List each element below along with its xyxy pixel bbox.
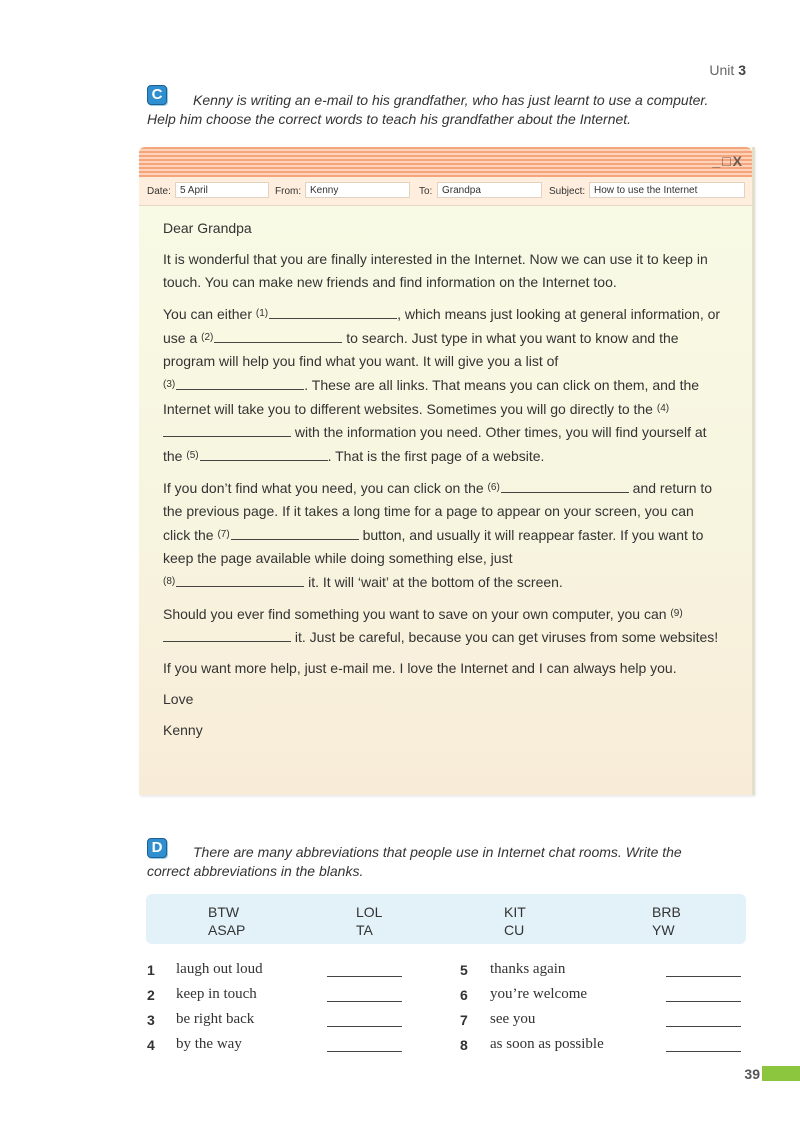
item-number: 6 [460, 987, 468, 1003]
abbreviation: KIT [504, 904, 526, 920]
blank-4[interactable] [163, 422, 291, 437]
to-label: To: [419, 186, 433, 197]
abbreviation: TA [356, 922, 373, 938]
section-c-instruction-2: Help him choose the correct words to teach his grandfather about the Internet. [147, 111, 632, 127]
section-d-icon: D [147, 838, 167, 858]
email-header-fields [139, 177, 752, 206]
item-text: keep in touch [176, 986, 257, 1002]
answer-blank[interactable] [327, 1000, 402, 1002]
page-number: 39 [744, 1066, 760, 1082]
item-text: by the way [176, 1036, 242, 1052]
to-field[interactable]: Grandpa [437, 182, 542, 198]
section-d-instruction-2: correct abbreviations in the blanks. [147, 863, 364, 879]
item-text: as soon as possible [490, 1036, 604, 1052]
unit-label: Unit 3 [709, 62, 746, 78]
from-field[interactable]: Kenny [305, 182, 410, 198]
answer-blank[interactable] [666, 1025, 741, 1027]
section-c-icon: C [147, 85, 167, 105]
item-text: thanks again [490, 961, 566, 977]
item-number: 8 [460, 1037, 468, 1053]
blank-6[interactable] [501, 478, 629, 493]
answer-blank[interactable] [666, 975, 741, 977]
paragraph-5: If you want more help, just e-mail me. I love the Internet and I can always help you. [163, 660, 677, 676]
blank-5[interactable] [200, 446, 328, 461]
subject-field[interactable]: How to use the Internet [589, 182, 745, 198]
paragraph-2: You can either $^{(1)}$ , which means just looking at general information, or use a $^{(2)}$ to search. Just type in what you want to know and the program will help you find what you want. It will give you a list of $^{(3)}$ . These are all links. That means you can click on them, and the Internet will take you to different websites. Sometimes you will go directly to the $^{(4)}$ with the information you need. Other times, you will find yourself at the $^{(5)}$ . That is the first page of a website. [163, 306, 721, 464]
from-label: From: [275, 186, 302, 197]
abbreviation: LOL [356, 904, 383, 920]
blank-3[interactable] [176, 375, 304, 390]
blank-9[interactable] [163, 627, 291, 642]
abbreviation: ASAP [208, 922, 246, 938]
unit-number: 3 [738, 62, 746, 78]
paragraph-1: It is wonderful that you are finally interested in the Internet. Now we can use it to keep in touch. You can make new friends and find information on the Internet too. [163, 251, 708, 290]
item-text: laugh out loud [176, 961, 263, 977]
paragraph-4: Should you ever find something you want to save on your own computer, you can $^{(9)}$ it. Just be careful, because you can get viruses from some websites! [163, 606, 719, 645]
paragraph-3: If you don’t find what you need, you can click on the $^{(6)}$ and return to the previous page. If it takes a long time for a page to appear on your screen, you can click the $^{(7)}$ button, and usually it will reappear faster. If you want to keep the page available while doing something else, just $^{(8)}$ it. It will ‘wait’ at the bottom of the screen. [163, 480, 713, 590]
section-d-instruction-1: There are many abbreviations that people use in Internet chat rooms. Write the [193, 844, 682, 860]
abbreviation-bank [146, 894, 746, 944]
section-c-instruction-1: Kenny is writing an e-mail to his grandfather, who has just learnt to use a computer. [193, 92, 709, 108]
date-field[interactable]: 5 April [175, 182, 269, 198]
abbreviation: BTW [208, 904, 240, 920]
abbreviation: BRB [652, 904, 681, 920]
item-number: 7 [460, 1012, 468, 1028]
subject-label: Subject: [549, 186, 586, 197]
answer-blank[interactable] [327, 1050, 402, 1052]
signature: Kenny [163, 722, 203, 738]
abbreviation: CU [504, 922, 525, 938]
blank-7[interactable] [231, 525, 359, 540]
item-text: be right back [176, 1011, 255, 1027]
email-titlebar [139, 147, 752, 177]
answer-blank[interactable] [327, 1025, 402, 1027]
answer-blank[interactable] [666, 1050, 741, 1052]
answer-blank[interactable] [327, 975, 402, 977]
abbreviation: YW [652, 922, 675, 938]
blank-8[interactable] [176, 572, 304, 587]
date-label: Date: [147, 186, 171, 197]
item-number: 5 [460, 962, 468, 978]
blank-1[interactable] [269, 304, 397, 319]
page-accent-bar [762, 1066, 800, 1081]
answer-blank[interactable] [666, 1000, 741, 1002]
item-number: 1 [147, 962, 155, 978]
item-text: see you [490, 1011, 536, 1027]
blank-2[interactable] [214, 328, 342, 343]
item-text: you’re welcome [490, 986, 588, 1002]
item-number: 3 [147, 1012, 155, 1028]
window-controls-icon[interactable]: _□X [712, 153, 744, 169]
item-number: 2 [147, 987, 155, 1003]
email-body [163, 217, 723, 750]
item-number: 4 [147, 1037, 155, 1053]
email-window [139, 147, 755, 795]
closing: Love [163, 691, 194, 707]
greeting: Dear Grandpa [163, 220, 252, 236]
